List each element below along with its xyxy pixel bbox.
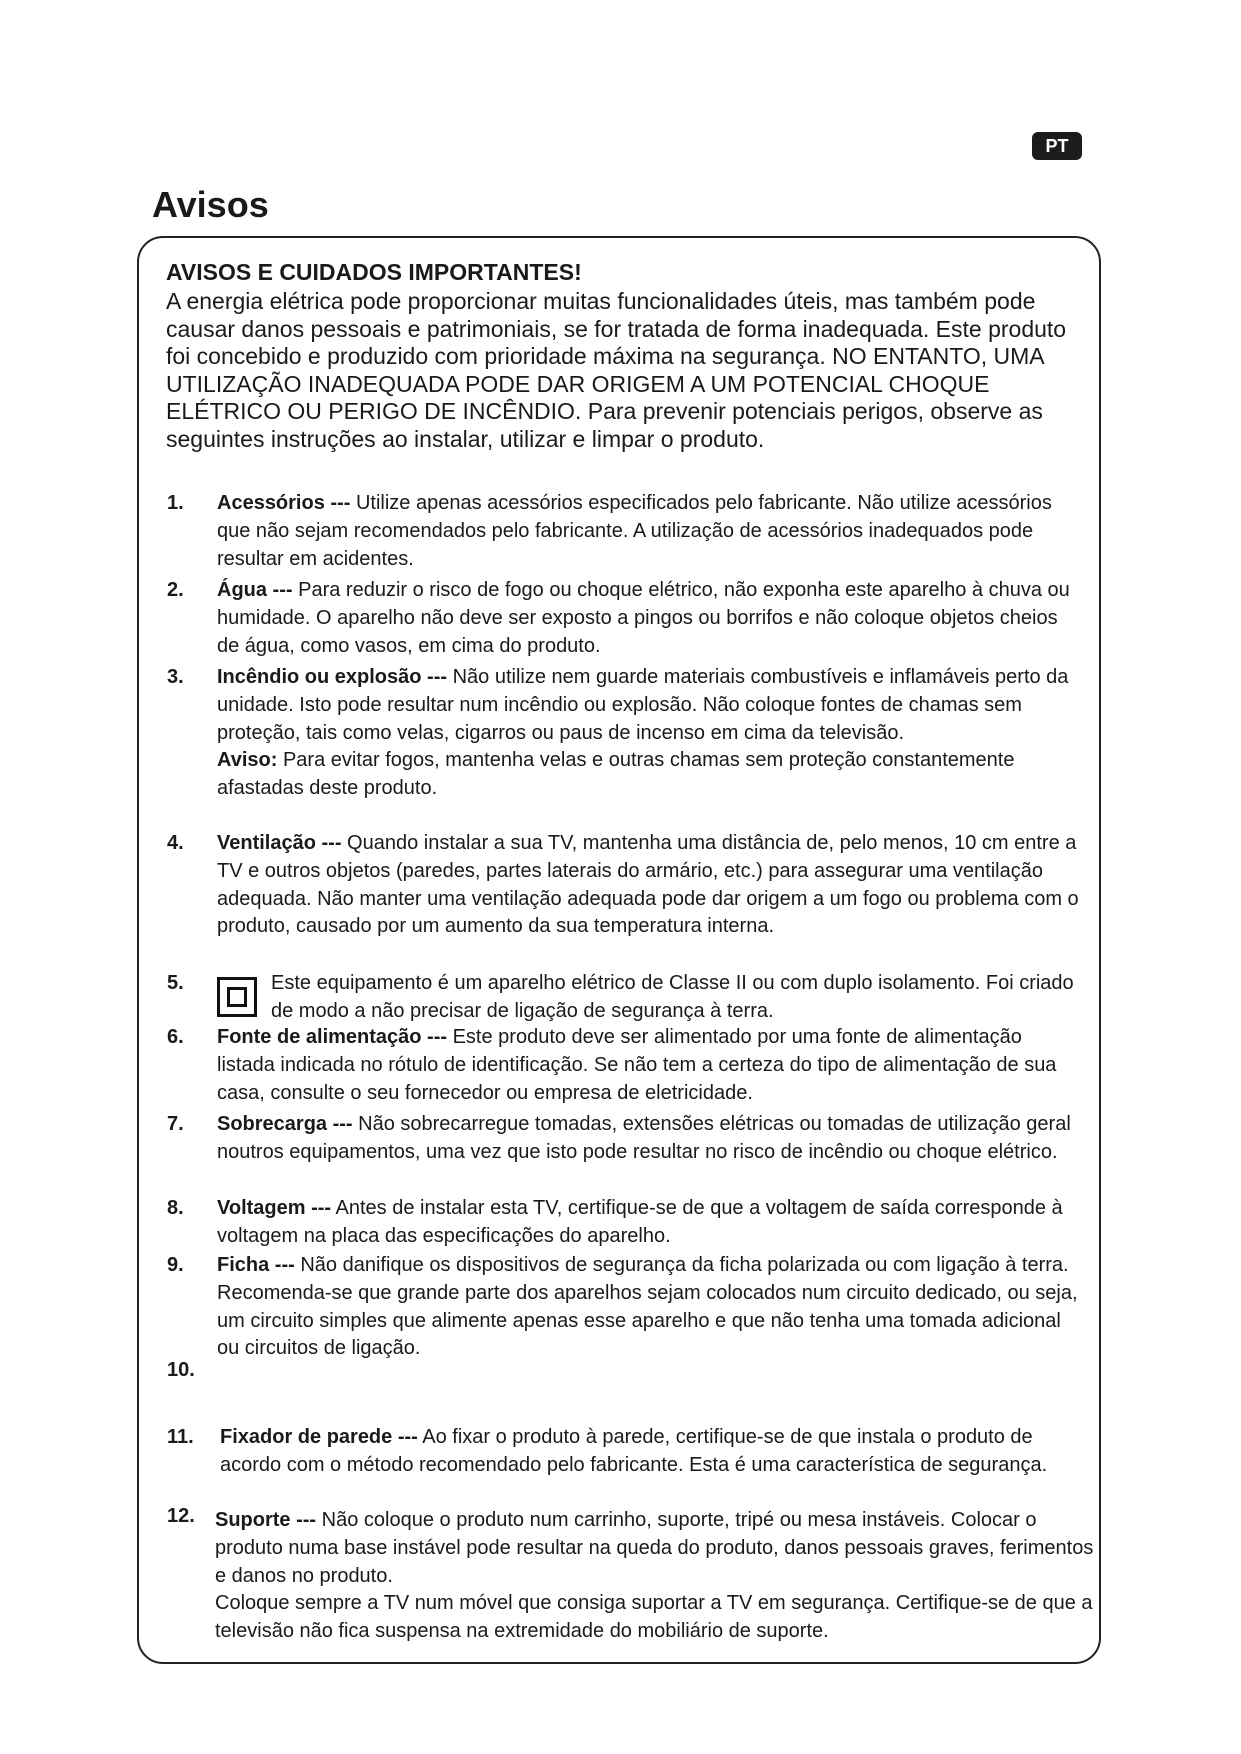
item-term: Ficha --- — [217, 1254, 295, 1276]
list-item-fire — [217, 664, 1085, 803]
page-title: Avisos — [152, 184, 269, 225]
class-ii-double-insulation-icon — [217, 977, 257, 1017]
item-text: Este equipamento é um aparelho elétrico de Classe II ou com duplo isolamento. Foi criado de modo a não precisar de ligação de segurança à terra. — [271, 972, 1074, 1022]
list-item-overload — [217, 1111, 1085, 1167]
item-number: 12. — [167, 1505, 195, 1527]
list-item-wall-mount — [220, 1424, 1085, 1480]
item-text: Não utilize nem guarde materiais combustíveis e inflamáveis perto da unidade. Isto pode resultar num incêndio ou explosão. Não coloque fontes de chamas sem proteção, tais como velas, cigarros ou paus de incenso em cima da televisão. — [217, 666, 1069, 744]
item-number: 11. — [167, 1426, 194, 1448]
list-item-voltage — [217, 1195, 1085, 1251]
item-text: Quando instalar a sua TV, mantenha uma distância de, pelo menos, 10 cm entre a TV e outros objetos (paredes, partes laterais do armário, etc.) para assegurar uma ventilação adequada. Não manter uma ventilação adequada pode dar origem a um fogo ou problema com o produto, causado por um aumento da sua temperatura interna. — [217, 832, 1079, 938]
item-text: Antes de instalar esta TV, certifique-se de que a voltagem de saída corresponde à voltagem na placa das especificações do aparelho. — [217, 1197, 1063, 1247]
item-text-2: Coloque sempre a TV num móvel que consiga suportar a TV em segurança. Certifique-se de que a televisão não fica suspensa na extremidade do mobiliário de suporte. — [215, 1592, 1093, 1643]
item-term: Fonte de alimentação --- — [217, 1026, 448, 1048]
item-text: Este produto deve ser alimentado por uma fonte de alimentação listada indicada no rótulo de identificação. Se não tem a certeza do tipo de alimentação de sua casa, consulte o seu fornecedor ou empresa de eletricidade. — [217, 1026, 1057, 1104]
note-term: Aviso: — [217, 749, 278, 772]
item-number: 7. — [167, 1113, 184, 1135]
list-item-plug — [217, 1252, 1085, 1363]
list-item-stand — [215, 1507, 1095, 1646]
language-badge: PT — [1032, 132, 1082, 160]
item-text: Não coloque o produto num carrinho, suporte, tripé ou mesa instáveis. Colocar o produto numa base instável pode resultar na queda do produto, danos pessoais graves, ferimentos e danos no produto. — [215, 1509, 1094, 1587]
item-text: Ao fixar o produto à parede, certifique-se de que instala o produto de acordo com o método recomendado pelo fabricante. Esta é uma característica de segurança. — [220, 1426, 1048, 1476]
item-term: Sobrecarga --- — [217, 1113, 353, 1135]
item-text: Não danifique os dispositivos de segurança da ficha polarizada ou com ligação à terra. Recomenda-se que grande parte dos aparelhos sejam colocados num circuito dedicado, ou seja, um circuito simples que alimente apenas esse aparelho e que não tenha uma tomada adicional ou circuitos de ligação. — [217, 1254, 1078, 1360]
list-item-water — [217, 577, 1085, 660]
item-number: 10. — [167, 1359, 195, 1381]
item-number: 4. — [167, 832, 184, 854]
item-term: Ventilação --- — [217, 832, 342, 854]
item-number: 9. — [167, 1254, 184, 1276]
item-text: Para reduzir o risco de fogo ou choque elétrico, não exponha este aparelho à chuva ou humidade. O aparelho não deve ser exposto a pingos ou borrifos e não coloque objetos cheios de água, como vasos, em cima do produto. — [217, 579, 1070, 657]
item-term: Fixador de parede --- — [220, 1426, 418, 1448]
item-term: Acessórios --- — [217, 492, 351, 514]
item-number: 8. — [167, 1197, 184, 1219]
list-item-class-ii — [271, 970, 1085, 1026]
list-item-power-source — [217, 1024, 1085, 1107]
item-number: 3. — [167, 666, 184, 688]
item-term: Voltagem --- — [217, 1197, 332, 1219]
item-text: Não sobrecarregue tomadas, extensões elétricas ou tomadas de utilização geral noutros equipamentos, uma vez que isto pode resultar no risco de incêndio ou choque elétrico. — [217, 1113, 1071, 1163]
list-item-ventilation — [217, 830, 1085, 941]
item-term: Água --- — [217, 579, 293, 601]
item-number: 6. — [167, 1026, 184, 1048]
item-number: 2. — [167, 579, 184, 601]
list-item-accessories — [217, 490, 1085, 573]
item-text: Utilize apenas acessórios especificados pelo fabricante. Não utilize acessórios que não sejam recomendados pelo fabricante. A utilização de acessórios inadequados pode resultar em acidentes. — [217, 492, 1052, 570]
item-number: 5. — [167, 972, 184, 994]
intro-text: A energia elétrica pode proporcionar muitas funcionalidades úteis, mas também pode causar danos pessoais e patrimoniais, se for tratada de forma inadequada. Este produto foi concebido e produzido com prioridade máxima na segurança. NO ENTANTO, UMA UTILIZAÇÃO INADEQUADA PODE DAR ORIGEM A UM POTENCIAL CHOQUE ELÉTRICO OU PERIGO DE INCÊNDIO. Para prevenir potenciais perigos, observe as seguintes instruções ao instalar, utilizar e limpar o produto. — [166, 288, 1067, 452]
note-text: Para evitar fogos, mantenha velas e outras chamas sem proteção constantemente afastadas deste produto. — [217, 749, 1015, 800]
intro-heading: AVISOS E CUIDADOS IMPORTANTES! — [166, 259, 582, 285]
item-number: 1. — [167, 492, 184, 514]
item-term: Suporte --- — [215, 1509, 317, 1531]
item-term: Incêndio ou explosão --- — [217, 666, 448, 688]
